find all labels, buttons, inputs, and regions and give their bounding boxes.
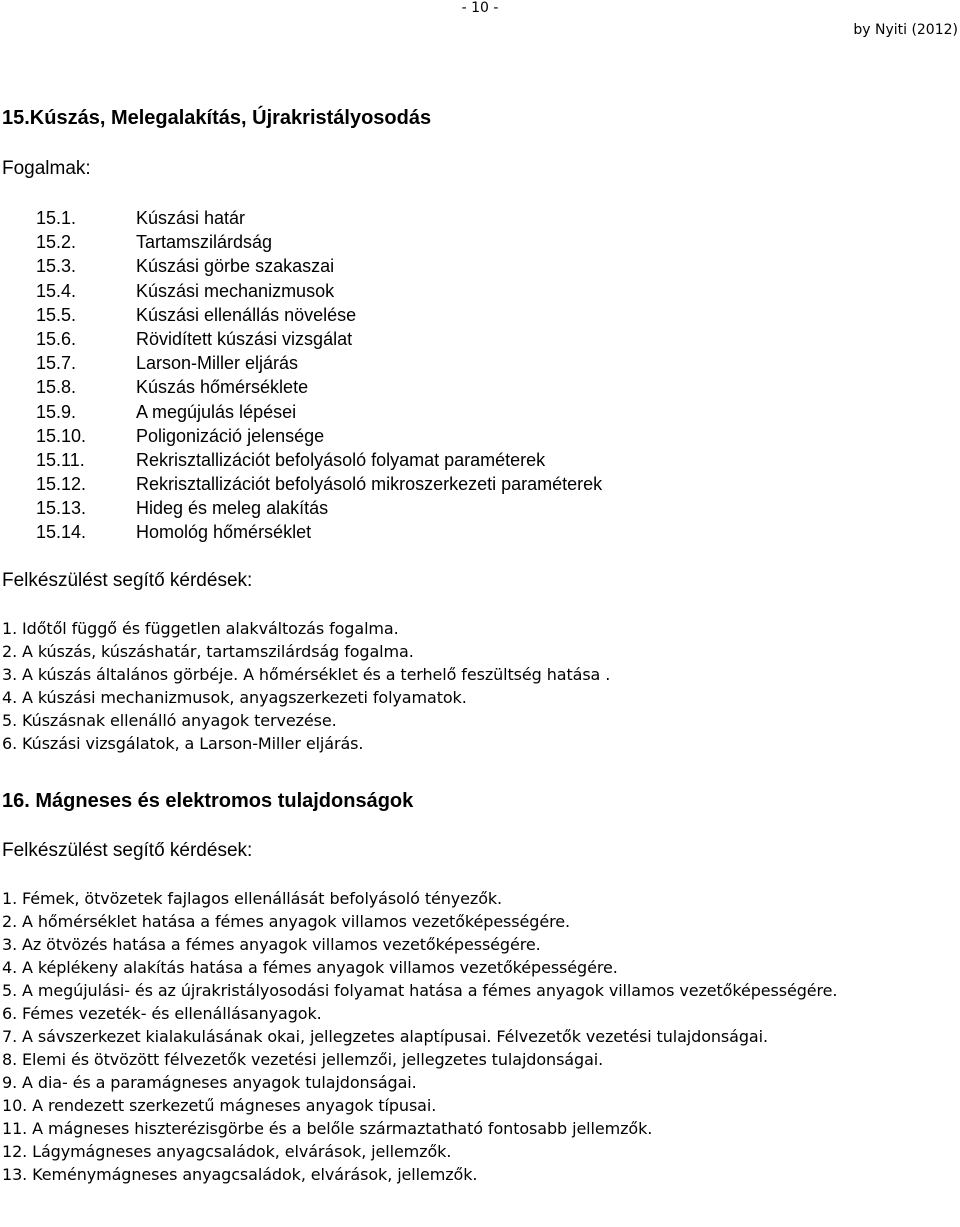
page-number: - 10 -	[461, 0, 499, 16]
concept-text: Homológ hőmérséklet	[136, 522, 312, 543]
concept-number: 15.12.	[36, 474, 87, 495]
concept-item	[36, 327, 602, 351]
concept-text: Larson-Miller eljárás	[136, 353, 299, 374]
concept-text: Kúszási ellenállás növelése	[136, 304, 357, 325]
question-item: 6. Fémes vezeték- és ellenállásanyagok.	[2, 1004, 322, 1023]
concept-item	[36, 351, 602, 375]
concept-item	[36, 206, 602, 230]
section-15-questions-label: Felkészülést segítő kérdések:	[2, 570, 253, 591]
concept-text: Poligonizáció jelensége	[136, 425, 325, 446]
concept-item	[36, 375, 602, 399]
question-item: 7. A sávszerkezet kialakulásának okai, jellegzetes alaptípusai. Félvezetők vezetési tulajdonságai.	[2, 1027, 768, 1046]
section-15-title: 15.Kúszás, Melegalakítás, Újrakristályosodás	[2, 107, 432, 129]
concept-number: 15.10.	[36, 425, 87, 446]
question-item: 8. Elemi és ötvözött félvezetők vezetési jellemzői, jellegzetes tulajdonságai.	[2, 1050, 604, 1069]
concept-number: 15.1.	[36, 208, 77, 228]
question-item: 1. Fémek, ötvözetek fajlagos ellenállását befolyásoló tényezők.	[2, 889, 503, 908]
concept-text: Kúszási határ	[136, 208, 246, 228]
concept-number: 15.6.	[36, 328, 77, 349]
question-item: 3. Az ötvözés hatása a fémes anyagok villamos vezetőképességére.	[2, 935, 541, 954]
concept-item	[36, 230, 602, 254]
question-item: 13. Keménymágneses anyagcsaládok, elvárások, jellemzők.	[2, 1165, 478, 1184]
concepts-label: Fogalmak:	[2, 158, 91, 179]
question-item: 5. Kúszásnak ellenálló anyagok tervezése.	[2, 711, 337, 730]
concept-text: Kúszási görbe szakaszai	[136, 256, 335, 277]
concept-number: 15.2.	[36, 232, 77, 253]
concept-text: A megújulás lépései	[136, 401, 297, 422]
question-item: 6. Kúszási vizsgálatok, a Larson-Miller eljárás.	[2, 734, 364, 753]
question-item: 4. A kúszási mechanizmusok, anyagszerkezeti folyamatok.	[2, 688, 467, 707]
section-16-title: 16. Mágneses és elektromos tulajdonságok	[2, 790, 414, 812]
concept-item	[36, 448, 602, 472]
concept-number: 15.8.	[36, 377, 77, 398]
concept-item	[36, 496, 602, 520]
question-item: 3. A kúszás általános görbéje. A hőmérséklet és a terhelő feszültség hatása .	[2, 665, 611, 684]
section-16-questions	[2, 887, 902, 1186]
concept-text: Rekrisztallizációt befolyásoló mikroszerkezeti paraméterek	[136, 474, 603, 495]
concept-text: Kúszási mechanizmusok	[136, 280, 335, 301]
question-item: 9. A dia- és a paramágneses anyagok tulajdonságai.	[2, 1073, 417, 1092]
concept-number: 15.13.	[36, 498, 87, 519]
concept-item	[36, 400, 602, 424]
question-item: 1. Időtől függő és független alakváltozás fogalma.	[2, 619, 399, 638]
concept-item	[36, 279, 602, 303]
question-item: 10. A rendezett szerkezetű mágneses anyagok típusai.	[2, 1096, 437, 1115]
concept-number: 15.11.	[36, 449, 85, 470]
concept-number: 15.5.	[36, 304, 77, 325]
concept-item	[36, 424, 602, 448]
section-16-questions-label: Felkészülést segítő kérdések:	[2, 840, 253, 861]
concept-number: 15.14.	[36, 522, 87, 543]
question-item: 2. A kúszás, kúszáshatár, tartamszilárdság fogalma.	[2, 642, 414, 661]
section-15-questions	[2, 617, 610, 755]
question-item: 2. A hőmérséklet hatása a fémes anyagok villamos vezetőképességére.	[2, 912, 570, 931]
concept-number: 15.9.	[36, 401, 77, 422]
question-item: 11. A mágneses hiszterézisgörbe és a belőle származtatható fontosabb jellemzők.	[2, 1119, 653, 1138]
concept-text: Rövidített kúszási vizsgálat	[136, 328, 353, 349]
concept-item	[36, 520, 602, 544]
concept-number: 15.7.	[36, 353, 77, 374]
concept-number: 15.4.	[36, 280, 77, 301]
concept-item	[36, 303, 602, 327]
question-item: 5. A megújulási- és az újrakristályosodási folyamat hatása a fémes anyagok villamos vezetőképességére.	[2, 981, 838, 1000]
concepts-list	[36, 206, 602, 545]
concept-item	[36, 254, 602, 278]
concept-number: 15.3.	[36, 256, 77, 277]
concept-text: Hideg és meleg alakítás	[136, 498, 329, 519]
concept-text: Tartamszilárdság	[136, 232, 273, 253]
question-item: 4. A képlékeny alakítás hatása a fémes anyagok villamos vezetőképességére.	[2, 958, 618, 977]
question-item: 12. Lágymágneses anyagcsaládok, elvárások, jellemzők.	[2, 1142, 452, 1161]
concept-text: Kúszás hőmérséklete	[136, 377, 309, 398]
concept-item	[36, 472, 602, 496]
concept-text: Rekrisztallizációt befolyásoló folyamat paraméterek	[136, 449, 546, 470]
byline: by Nyiti (2012)	[853, 22, 958, 38]
